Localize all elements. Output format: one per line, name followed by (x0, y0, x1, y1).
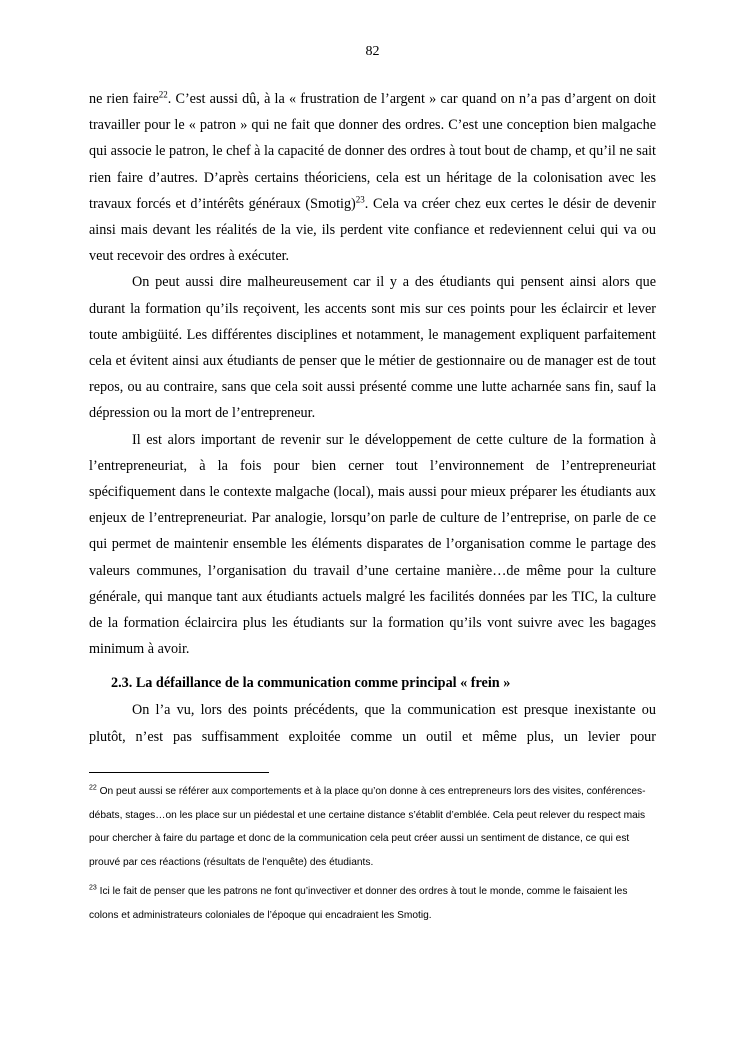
footnote (89, 880, 656, 927)
footnote-separator (89, 772, 269, 773)
footnote-text: Ici le fait de penser que les patrons ne font qu’invectiver et donner des ordres à tout le monde, comme le faisaient les colons et administrateurs coloniales de l’époque qui encadraient les Smotig. (89, 886, 628, 921)
footnote-number: 22 (89, 784, 97, 792)
footnote-reference: 22 (158, 89, 168, 100)
paragraph: On l’a vu, lors des points précédents, que la communication est presque inexistante ou plutôt, n’est pas suffisamment exploitée comme un outil et même plus, un levier pour (89, 702, 656, 745)
footnote-reference: 23 (355, 194, 365, 205)
paragraph-continued (89, 86, 656, 269)
footnote-text: On peut aussi se référer aux comportements et à la place qu’on donne à ces entrepreneurs lors des visites, conférences-débats, stages…on les place sur un piédestal et une certaine distance s’établit d’emblée. Cela peut relever du respect mais pour chercher à faire du partage et donc de la communication cela peut créer aussi un sentiment de distance, ce qui est prouvé par ces réactions (résultats de l’enquête) des étudiants. (89, 786, 646, 868)
paragraph: Il est alors important de revenir sur le développement de cette culture de la formation à l’entrepreneuriat, à la fois pour bien cerner tout l’environnement de l’entrepreneuriat spécifiquement dans le contexte malgache (local), mais aussi pour mieux préparer les étudiants aux enjeux de l’entrepreneuriat. Par analogie, lorsqu’on parle de culture de l’entreprise, on parle de ce qui permet de maintenir ensemble les éléments disparates de l’organisation comme le partage des valeurs communes, l’organisation du travail d’une certaine manière…de même pour la culture générale, qui manque tant aux étudiants actuels malgré les facilités données par les TIC, la culture de la formation éclaircira plus les étudiants sur la formation qu’ils vont suivre avec les bagages minimum à avoir. (89, 431, 656, 658)
paragraph-text: . C’est aussi dû, à la « frustration de l’argent » car quand on n’a pas d’argent on doit travailler pour le « patron » qui ne fait que donner des ordres. C’est une conception bien malgache qui associe le patron, le chef à la capacité de donner des ordres à tout bout de champ, et qu’il ne sait rien faire d’autres. D’après certains théoriciens, cela est un héritage de la colonisation avec les travaux forcés et d’intérêts généraux (Smotig) (89, 91, 656, 212)
paragraph-text: ne rien faire (89, 91, 159, 107)
body-text (89, 86, 656, 750)
page-number: 82 (365, 44, 380, 59)
section-heading: 2.3. La défaillance de la communication comme principal « frein » (111, 675, 511, 692)
paragraph: On peut aussi dire malheureusement car il y a des étudiants qui pensent ainsi alors que durant la formation qu’ils reçoivent, les accents sont mis sur ces points pour les éclaircir et lever toute ambigüité. Les différentes disciplines et notamment, le management expliquent parfaitement cela et évitent ainsi aux étudiants de penser que le métier de gestionnaire ou de manager est de tout repos, ou au contraire, sans que cela soit aussi présenté comme une lutte acharnée sans fin, sauf la dépression ou la mort de l’entrepreneur. (89, 274, 656, 422)
paragraph-text: . Cela va créer chez eux certes le désir de devenir ainsi mais devant les réalités de la vie, ils perdent vite confiance et redeviennent celui qui va ou veut recevoir des ordres à exécuter. (89, 195, 657, 265)
footnote (89, 780, 656, 874)
footnotes (89, 780, 656, 928)
footnote-number: 23 (89, 884, 97, 892)
